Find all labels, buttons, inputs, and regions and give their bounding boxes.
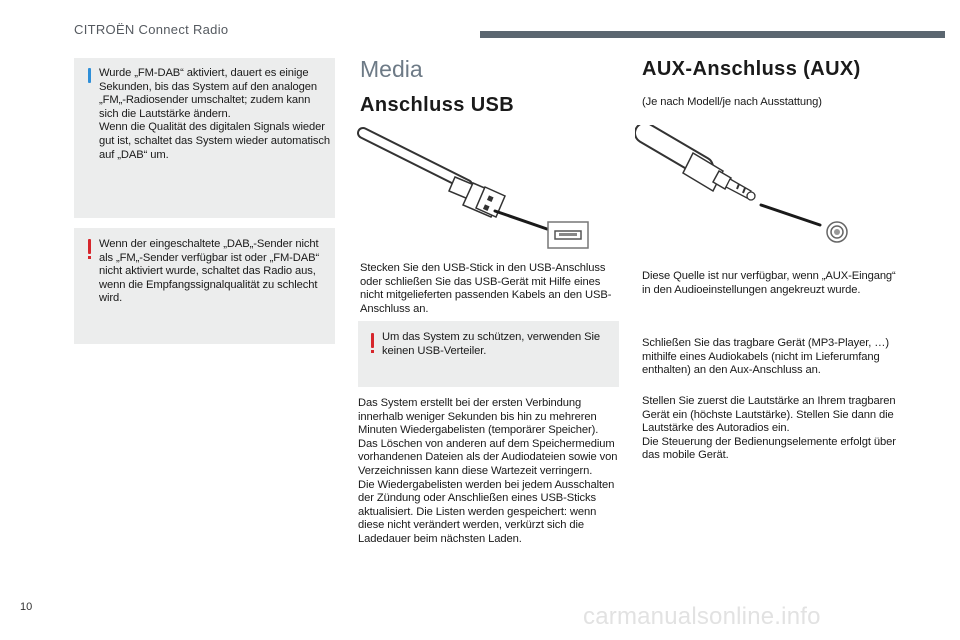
usb-heading: Anschluss USB <box>360 94 515 116</box>
usb-warning-marker-icon <box>371 333 374 348</box>
usb-warning-box <box>358 321 619 387</box>
aux-paragraph-2: Schließen Sie das tragbare Gerät (MP3-Player, …) mithilfe eines Audiokabels (nicht im Lieferumfang enthalten) an den Aux-Anschluss an. <box>642 337 890 377</box>
section-title: Media <box>360 56 423 82</box>
warning-marker-icon <box>88 239 91 254</box>
warning-note-box <box>74 228 335 344</box>
info-note-box <box>74 58 335 218</box>
aux-subtitle: (Je nach Modell/je nach Ausstattung) <box>642 96 822 108</box>
usb-intro-text: Stecken Sie den USB-Stick in den USB-Anschluss oder schließen Sie das USB-Gerät mit Hilfe eines nicht mitgelieferten passenden Kabels an den USB-Anschluss an. <box>360 262 612 315</box>
watermark: carmanualsonline.info <box>583 603 821 630</box>
usb-body-text: Das System erstellt bei der ersten Verbindung innerhalb weniger Sekunden bis hin zu mehreren Minuten Wiedergabelisten (temporärer Speicher). Das Löschen von anderen auf dem Speichermedium vorhandenen Dateien als der Audiodateien sowie von Verzeichnissen kann diese Wartezeit verringern. Die Wiedergabelisten werden bei jedem Ausschalten der Zündung oder Anschließen eines USB-Sticks aktualisiert. Die Listen werden gespeichert: wenn diese nicht verändert werden, verkürzt sich die Ladedauer beim nächsten Laden. <box>358 397 618 545</box>
usb-warning-text: Um das System zu schützen, verwenden Sie keinen USB-Verteiler. <box>382 331 600 357</box>
aux-paragraph-3: Stellen Sie zuerst die Lautstärke an Ihrem tragbaren Gerät ein (höchste Lautstärke). Stellen Sie dann die Lautstärke des Autoradios ein. Die Steuerung der Bedienungselemente erfolgt über das mobile Gerät. <box>642 395 896 462</box>
usb-illustration-icon <box>355 125 600 255</box>
aux-paragraph-1: Diese Quelle ist nur verfügbar, wenn „AUX-Eingang“ in den Audioeinstellungen angekreuzt wurde. <box>642 270 896 296</box>
aux-illustration-icon <box>635 125 860 250</box>
header-title: CITROËN Connect Radio <box>74 22 229 37</box>
header-bar <box>480 31 945 38</box>
info-marker-icon <box>88 68 91 83</box>
warning-note-text: Wenn der eingeschaltete „DAB„-Sender nicht als „FM„-Sender verfügbar ist oder „FM-DAB“ nicht aktiviert wurde, schaltet das Radio aus, wenn die Empfangssignalqualität zu schlecht wird. <box>99 238 320 305</box>
info-note-text: Wurde „FM-DAB“ aktiviert, dauert es einige Sekunden, bis das System auf den analogen „FM„-Radiosender umschaltet; zudem kann sich die Lautstärke ändern. Wenn die Qualität des digitalen Signals wieder gut ist, schaltet das System wieder automatisch auf „DAB“ um. <box>99 67 330 161</box>
aux-heading: AUX-Anschluss (AUX) <box>642 58 861 80</box>
page-number: 10 <box>20 601 33 613</box>
